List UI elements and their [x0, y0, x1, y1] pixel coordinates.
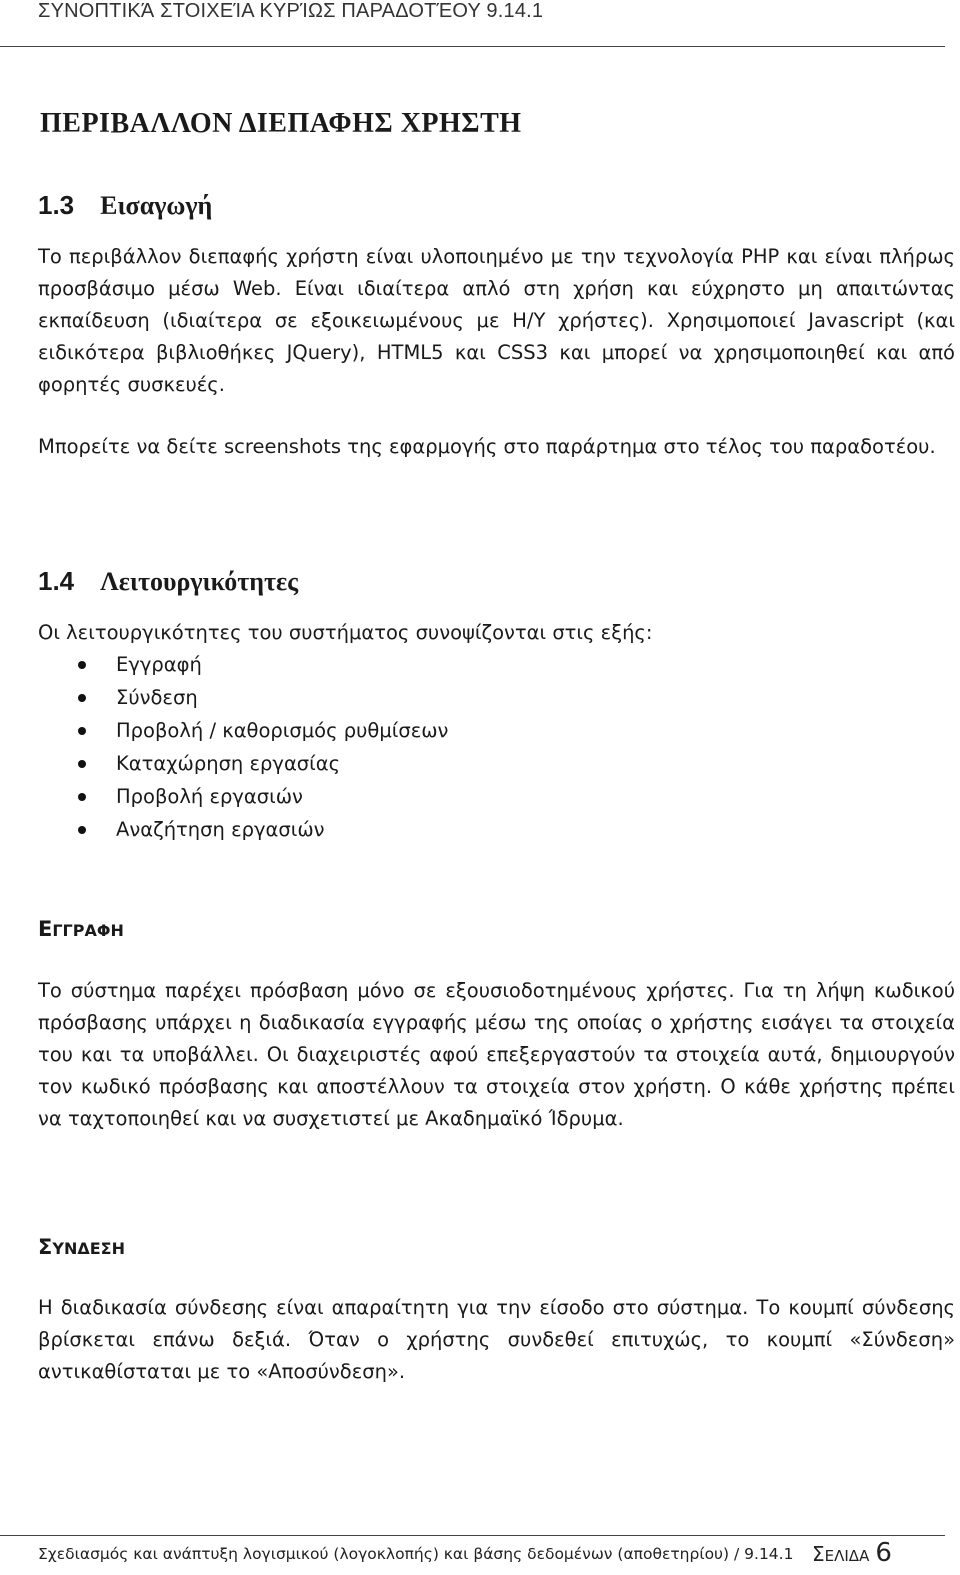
features-intro: Οι λειτουργικότητες του συστήματος συνοψίζονται στις εξής: — [38, 621, 653, 644]
page-number-label — [812, 1538, 892, 1568]
page-label-rest: ΕΛΙΔΑ — [824, 1547, 870, 1565]
list-item-label: Αναζήτηση εργασιών — [116, 818, 325, 841]
footer-divider — [0, 1535, 945, 1536]
running-footer: Σχεδιασμός και ανάπτυξη λογισμικού (λογοκλοπής) και βάσης δεδομένων (αποθετηρίου) / 9.14.1 — [38, 1545, 794, 1563]
login-paragraph: Η διαδικασία σύνδεσης είναι απαραίτητη για την είσοδο στο σύστημα. Το κουμπί σύνδεσης βρίσκεται επάνω δεξιά. Όταν ο χρήστης συνδεθεί επιτυχώς, το κουμπί «Σύνδεση» αντικαθίσταται με το «Αποσύνδεση». — [38, 1296, 955, 1383]
screenshots-paragraph: Μπορείτε να δείτε screenshots της εφαρμογής στο παράρτημα στο τέλος του παραδοτέου. — [38, 435, 936, 458]
page-label-initial: Σ — [812, 1542, 825, 1566]
list-item — [38, 648, 838, 681]
features-list — [38, 648, 838, 846]
list-item-label: Καταχώρηση εργασίας — [116, 752, 341, 775]
bullet-icon — [78, 727, 86, 735]
bullet-icon — [78, 694, 86, 702]
list-item-label: Εγγραφή — [116, 653, 202, 676]
list-item — [38, 714, 838, 747]
registration-heading — [38, 917, 124, 941]
login-heading — [38, 1235, 125, 1259]
page-number: 6 — [875, 1538, 892, 1568]
bullet-icon — [78, 661, 86, 669]
header-divider — [0, 46, 945, 47]
list-item — [38, 747, 838, 780]
section-heading-introduction — [38, 190, 212, 221]
running-header: ΣΥΝΟΠΤΙΚΆ ΣΤΟΙΧΕΊΑ ΚΥΡΊΩΣ ΠΑΡΑΔΟΤΈΟΥ 9.14.1 — [38, 0, 544, 22]
list-item-label: Προβολή εργασιών — [116, 785, 303, 808]
list-item — [38, 681, 838, 714]
registration-paragraph: Το σύστημα παρέχει πρόσβαση μόνο σε εξουσιοδοτημένους χρήστες. Για τη λήψη κωδικού πρόσβασης υπάρχει η διαδικασία εγγραφής μέσω της οποίας ο χρήστης εισάγει τα στοιχεία του και τα υποβάλλει. Οι διαχειριστές αφού επεξεργαστούν τα στοιχεία αυτά, δημιουργούν τον κωδικό πρόσβασης και αποστέλλουν τα στοιχεία στον χρήστη. Ο κάθε χρήστης πρέπει να ταχτοποιηθεί και να συσχετιστεί με Ακαδημαϊκό Ίδρυμα. — [38, 979, 955, 1130]
heading-rest: ΓΓΡΑΦΗ — [52, 921, 124, 940]
section-title: Εισαγωγή — [100, 191, 213, 220]
section-heading-features — [38, 566, 298, 597]
section-number: 1.3 — [38, 190, 75, 220]
list-item — [38, 813, 838, 846]
section-number: 1.4 — [38, 566, 75, 596]
bullet-icon — [78, 793, 86, 801]
document-heading: ΠΕΡΙΒΑΛΛΟΝ ΔΙΕΠΑΦΗΣ ΧΡΗΣΤΗ — [40, 108, 522, 139]
list-item-label: Προβολή / καθορισμός ρυθμίσεων — [116, 719, 449, 742]
section-title: Λειτουργικότητες — [100, 567, 299, 596]
heading-initial: Σ — [38, 1235, 53, 1259]
bullet-icon — [78, 760, 86, 768]
heading-initial: Ε — [38, 917, 53, 941]
bullet-icon — [78, 826, 86, 834]
intro-paragraph: Το περιβάλλον διεπαφής χρήστη είναι υλοποιημένο με την τεχνολογία PHP και είναι πλήρως προσβάσιμο μέσω Web. Είναι ιδιαίτερα απλό στη χρήση και εύχρηστο μη απαιτώντας εκπαίδευση (ιδιαίτερα σε εξοικειωμένους με Η/Υ χρήστες). Χρησιμοποιεί Javascript (και ειδικότερα βιβλιοθήκες JQuery), HTML5 και CSS3 και μπορεί να χρησιμοποιηθεί και από φορητές συσκευές. — [38, 245, 955, 396]
list-item-label: Σύνδεση — [116, 686, 198, 709]
heading-rest: ΥΝΔΕΣΗ — [52, 1239, 125, 1258]
list-item — [38, 780, 838, 813]
